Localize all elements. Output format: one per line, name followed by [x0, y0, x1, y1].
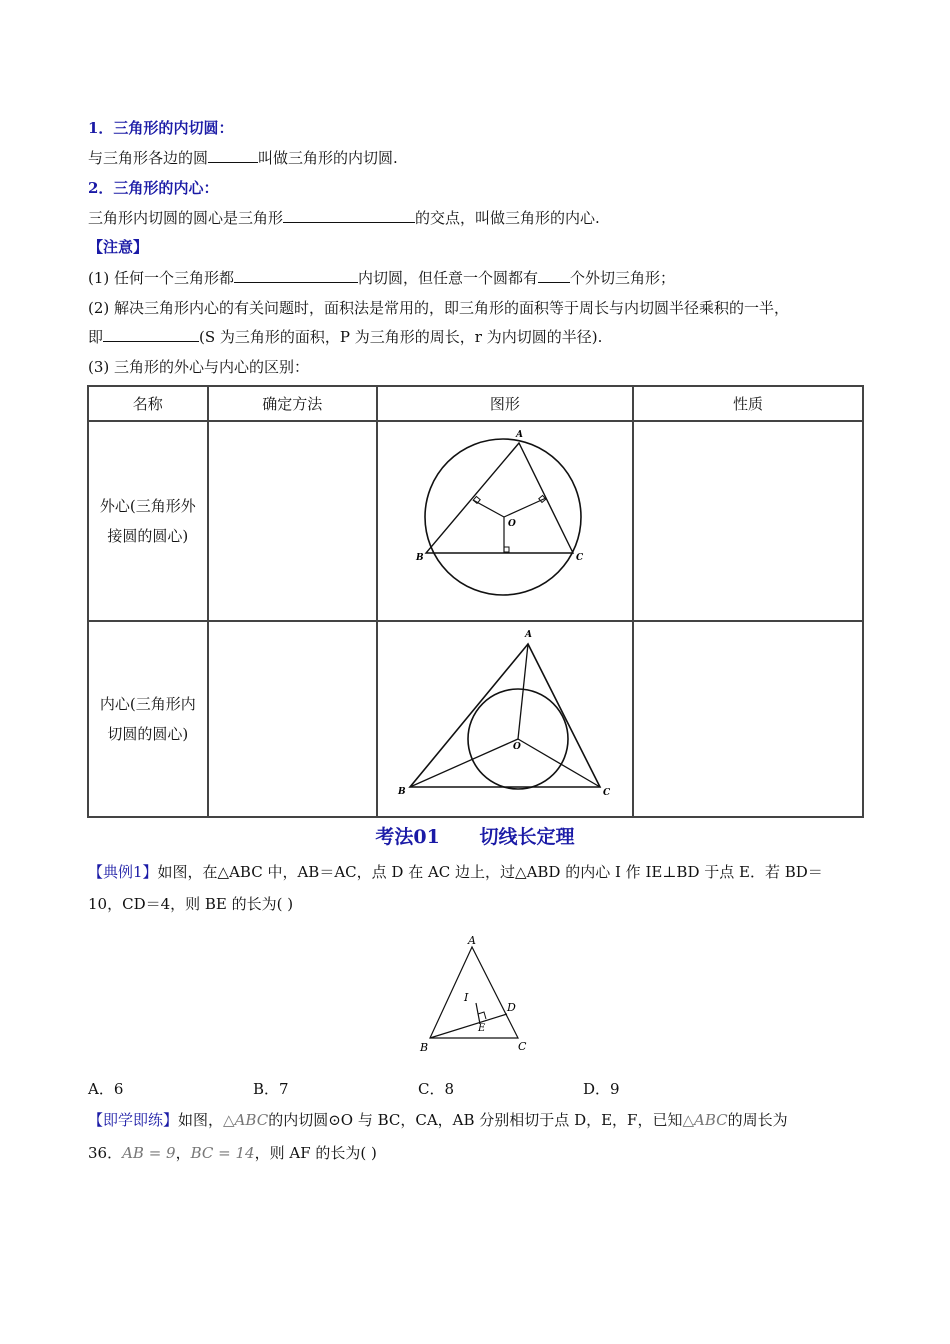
practice-line1: [88, 1110, 788, 1130]
label-E: E: [478, 1023, 486, 1034]
example1-text1: 如图，在△ABC 中，AB＝AC，点 D 在 AC 边上，过△ABD 的内心 I 作 IE⊥BD 于点 E．若 BD＝: [157, 863, 823, 881]
label-C: C: [602, 788, 611, 798]
practice-bc: BC = 14: [190, 1144, 255, 1162]
blank-5: [103, 327, 199, 342]
section2-text-after: 的交点，叫做三角形的内心.: [415, 209, 600, 227]
option-c[interactable]: C．8: [418, 1080, 455, 1098]
option-d[interactable]: D．9: [583, 1080, 620, 1098]
circum-triangle: [426, 443, 573, 553]
perp-ac: [504, 498, 546, 517]
blank-3: [234, 268, 358, 283]
label-O: O: [512, 742, 521, 752]
circumcircle-figure: [378, 422, 632, 616]
bisector-b: [410, 739, 518, 787]
note-2-line2: [88, 327, 602, 347]
label-C: C: [575, 553, 584, 563]
note-3: (3) 三角形的外心与内心的区别：: [88, 358, 310, 376]
circumcenter-figure-cell: [377, 421, 633, 621]
segment-bd: [430, 1014, 507, 1038]
bisector-a: [518, 644, 528, 739]
incenter-name-line1: 内心(三角形内: [99, 695, 196, 713]
incenter-name-line2: 切圆的圆心): [107, 725, 189, 743]
incenter-method-cell: [208, 621, 377, 817]
comparison-table: [87, 385, 864, 818]
practice-tag: 【即学即练】: [88, 1111, 179, 1129]
example1-tag: 【典例1】: [88, 863, 158, 881]
blank-1: [208, 148, 258, 163]
example1-line2: 10，CD＝4，则 BE 的长为( ): [88, 895, 294, 913]
section-title: 考法01 切线长定理: [375, 826, 575, 848]
practice-text-a: 如图，: [178, 1111, 224, 1129]
circumcenter-method-cell: [208, 421, 377, 621]
header-method: 确定方法: [208, 386, 377, 421]
practice-ab: AB = 9: [122, 1144, 176, 1162]
label-I: I: [464, 991, 469, 1004]
label-D: D: [507, 1001, 516, 1014]
note2-before: 即: [88, 328, 104, 346]
circumcenter-name-line2: 接圆的圆心): [107, 527, 189, 545]
practice-text-c: 的周长为: [727, 1111, 788, 1129]
section1-text-before: 与三角形各边的圆: [88, 149, 209, 167]
label-B: B: [397, 787, 406, 797]
option-b[interactable]: B．7: [253, 1080, 289, 1098]
note2-after: (S 为三角形的面积，P 为三角形的周长，r 为内切圆的半径).: [199, 328, 603, 346]
section2-title: 2．三角形的内心：: [88, 179, 219, 197]
notes-title: 【注意】: [88, 238, 149, 256]
label-A: A: [468, 934, 476, 947]
table-row-circumcenter: [88, 421, 863, 621]
practice-text-b: 的内切圆⊙O 与 BC，CA，AB 分别相切于点 D，E，F，已知: [268, 1111, 683, 1129]
section1-text: [88, 148, 398, 168]
label-B: B: [420, 1041, 429, 1054]
table-row-incenter: [88, 621, 863, 817]
label-O: O: [507, 519, 516, 529]
header-figure: 图形: [377, 386, 633, 421]
option-a[interactable]: A．6: [88, 1080, 124, 1098]
circumcenter-name: [88, 421, 208, 621]
label-B: B: [415, 553, 424, 563]
label-A: A: [515, 430, 523, 440]
table-header-row: [88, 386, 863, 421]
blank-4: [538, 268, 570, 283]
right-angle-mark: [504, 547, 509, 552]
practice-text-d: 36．: [88, 1144, 123, 1162]
practice-line2: [88, 1143, 377, 1163]
note-2-line1: (2) 解决三角形内心的有关问题时，面积法是常用的，即三角形的面积等于周长与内切圆半径乘积的一半，: [88, 299, 790, 317]
label-A: A: [524, 630, 532, 640]
circumcenter-name-line1: 外心(三角形外: [99, 497, 196, 515]
example1-figure: [412, 930, 542, 1060]
blank-2: [283, 208, 415, 223]
practice-triangle-2: △ABC: [682, 1111, 728, 1129]
practice-text-e: ，则 AF 的长为( ): [254, 1144, 377, 1162]
example1-line1: [88, 862, 823, 882]
section1-text-after: 叫做三角形的内切圆.: [258, 149, 398, 167]
practice-triangle-1: △ABC: [223, 1111, 269, 1129]
section2-text-before: 三角形内切圆的圆心是三角形: [88, 209, 284, 227]
incenter-figure-cell: [377, 621, 633, 817]
header-property: 性质: [633, 386, 863, 421]
in-triangle: [410, 644, 600, 787]
incenter-property-cell: [633, 621, 863, 817]
note1-after: 个外切三角形；: [570, 269, 676, 287]
note1-mid: 内切圆，但任意一个圆都有: [358, 269, 539, 287]
note-1: [88, 268, 675, 288]
practice-sep: ，: [175, 1144, 191, 1162]
section1-title: 1．三角形的内切圆：: [88, 119, 234, 137]
header-name: 名称: [88, 386, 208, 421]
note1-before: (1) 任何一个三角形都: [88, 269, 235, 287]
circumcenter-property-cell: [633, 421, 863, 621]
incenter-name: [88, 621, 208, 817]
section2-text: [88, 208, 600, 228]
incircle-figure: [378, 622, 632, 812]
label-C: C: [518, 1040, 527, 1053]
